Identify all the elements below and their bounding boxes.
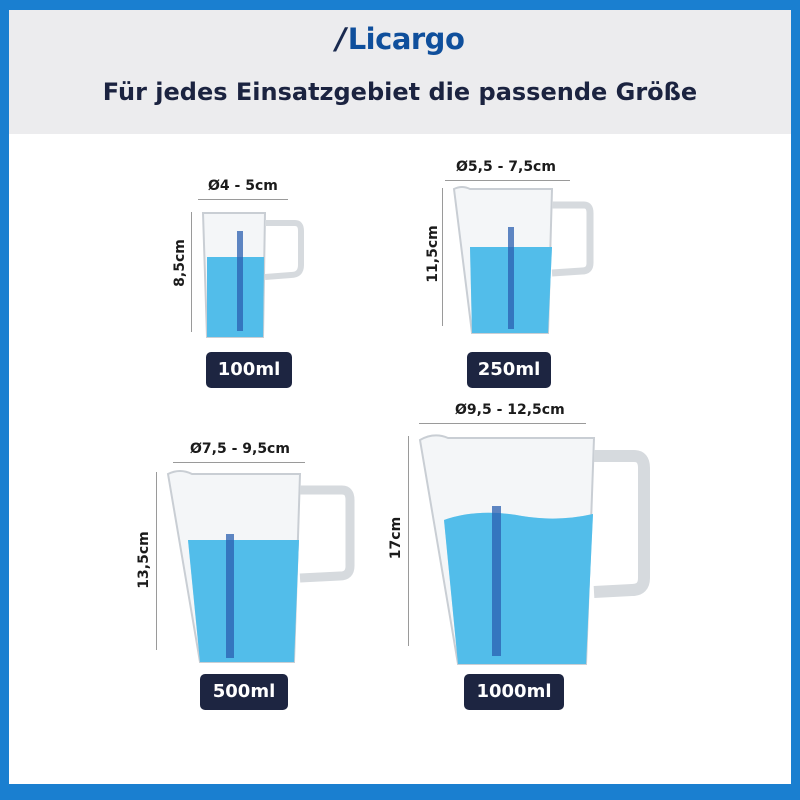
diameter-label-1000: Ø9,5 - 12,5cm xyxy=(455,402,565,418)
height-line-1000 xyxy=(408,436,409,646)
diameter-line-500 xyxy=(173,462,305,463)
volume-badge-500ml: 500ml xyxy=(200,674,288,710)
product-panel xyxy=(9,134,791,784)
height-label-1000: 17cm xyxy=(388,516,404,560)
height-line-250 xyxy=(442,188,443,326)
diameter-label-250: Ø5,5 - 7,5cm xyxy=(456,159,556,175)
diameter-line-250 xyxy=(445,180,570,181)
diameter-line-100 xyxy=(198,199,288,200)
headline: Für jedes Einsatzgebiet die passende Größe xyxy=(102,78,698,106)
jug-250ml-image xyxy=(452,183,602,343)
volume-badge-1000ml: 1000ml xyxy=(464,674,564,710)
height-label-500: 13,5cm xyxy=(136,531,152,589)
brand-logo: /Licargo xyxy=(335,22,465,56)
diameter-label-100: Ø4 - 5cm xyxy=(208,178,278,194)
jug-500ml-image xyxy=(166,466,366,666)
diameter-line-1000 xyxy=(419,423,586,424)
height-label-250: 11,5cm xyxy=(425,225,441,283)
volume-badge-100ml: 100ml xyxy=(206,352,292,388)
height-label-100: 8,5cm xyxy=(172,239,188,287)
volume-badge-250ml: 250ml xyxy=(467,352,551,388)
jug-1000ml-image xyxy=(418,428,658,668)
height-line-100 xyxy=(191,212,192,332)
diameter-label-500: Ø7,5 - 9,5cm xyxy=(190,441,290,457)
jug-100ml-image xyxy=(195,205,315,345)
height-line-500 xyxy=(156,472,157,650)
brand-name: Licargo xyxy=(347,22,465,56)
header xyxy=(9,10,791,134)
